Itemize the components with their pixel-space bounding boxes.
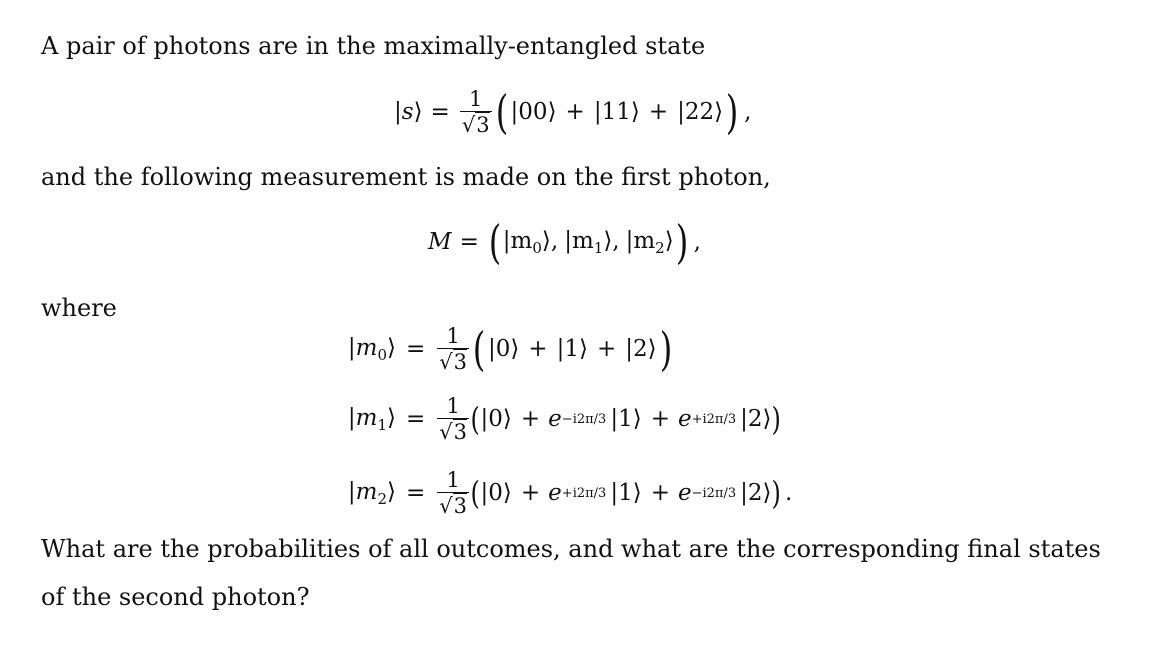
state-lhs: |s⟩	[394, 99, 423, 125]
fraction-numerator: 1	[446, 393, 460, 418]
right-paren: )	[725, 85, 739, 139]
fraction-denominator: √3	[439, 493, 468, 518]
fraction-denominator: √3	[461, 112, 490, 137]
equals-sign: =	[406, 336, 426, 362]
basis-ket-m0: $|m_0⟩$,	[502, 227, 559, 257]
equals-sign: =	[406, 480, 426, 506]
right-paren: )	[659, 322, 672, 376]
ket-term: |11⟩	[593, 99, 640, 125]
right-paren: )	[675, 215, 688, 269]
right-paren: )	[772, 474, 782, 512]
fraction	[460, 87, 492, 138]
ket-term: |2⟩	[740, 480, 772, 506]
fraction-denominator: √3	[439, 349, 468, 374]
punctuation: ,	[744, 99, 752, 125]
basis-equation-m2	[340, 462, 792, 524]
fraction-numerator: 1	[446, 323, 460, 348]
basis-ket-m1: $|m_1⟩$,	[564, 227, 620, 257]
plus-sign: +	[648, 99, 669, 125]
basis-equation-m0	[340, 318, 674, 380]
intro-text: A pair of photons are in the maximally-entangled state	[41, 32, 706, 60]
exponent: −i2π/3	[561, 411, 607, 427]
exponent: +i2π/3	[561, 485, 607, 501]
plus-sign: +	[597, 336, 617, 362]
left-paren: (	[495, 85, 508, 139]
punctuation: .	[784, 480, 793, 506]
left-paren: (	[470, 474, 480, 512]
exponent: +i2π/3	[691, 411, 737, 427]
state-equation	[394, 77, 751, 147]
left-paren: (	[488, 215, 502, 269]
exponent: −i2π/3	[691, 485, 737, 501]
fraction	[437, 468, 469, 519]
measurement-symbol: M	[428, 229, 452, 255]
fraction-numerator: 1	[446, 467, 460, 492]
right-paren: )	[772, 400, 782, 438]
ket-term: |1⟩	[610, 406, 642, 432]
ket-term: |1⟩	[556, 336, 588, 362]
question-text: What are the probabilities of all outcomes, and what are the corresponding final states of the second photon?	[41, 535, 1101, 611]
ket-term: |0⟩	[480, 406, 512, 432]
left-paren: (	[472, 322, 486, 376]
exponential: e	[677, 480, 692, 506]
ket-term: |0⟩	[488, 336, 520, 362]
equals-sign: =	[406, 406, 426, 432]
plus-sign: +	[650, 406, 670, 432]
fraction	[437, 394, 469, 445]
left-paren: (	[470, 400, 480, 438]
basis-lhs: $|m_1⟩$	[347, 404, 396, 434]
measurement-intro-text: and the following measurement is made on the first photon,	[41, 163, 771, 191]
exponential: e	[548, 480, 562, 506]
basis-lhs: $|m_0⟩$	[347, 334, 396, 364]
ket-term: |00⟩	[510, 99, 557, 125]
equals-sign: =	[459, 229, 479, 255]
ket-term: |22⟩	[677, 99, 724, 125]
punctuation: ,	[693, 229, 701, 255]
where-text: where	[41, 294, 117, 322]
ket-term: |1⟩	[610, 480, 642, 506]
fraction-numerator: 1	[469, 86, 483, 111]
exponential: e	[548, 406, 562, 432]
ket-term: |0⟩	[480, 480, 512, 506]
equals-sign: =	[430, 99, 450, 125]
plus-sign: +	[520, 406, 541, 432]
plus-sign: +	[528, 336, 548, 362]
ket-term: |2⟩	[625, 336, 657, 362]
fraction-denominator: √3	[439, 419, 468, 444]
basis-ket-m2: $|m_2⟩$	[625, 227, 674, 257]
basis-equation-m1	[340, 388, 781, 450]
fraction	[437, 324, 469, 375]
plus-sign: +	[565, 99, 585, 125]
ket-term: |2⟩	[740, 406, 772, 432]
plus-sign: +	[650, 480, 670, 506]
exponential: e	[677, 406, 692, 432]
plus-sign: +	[520, 480, 541, 506]
measurement-equation	[428, 214, 701, 270]
basis-lhs: $|m_2⟩$	[347, 478, 396, 508]
